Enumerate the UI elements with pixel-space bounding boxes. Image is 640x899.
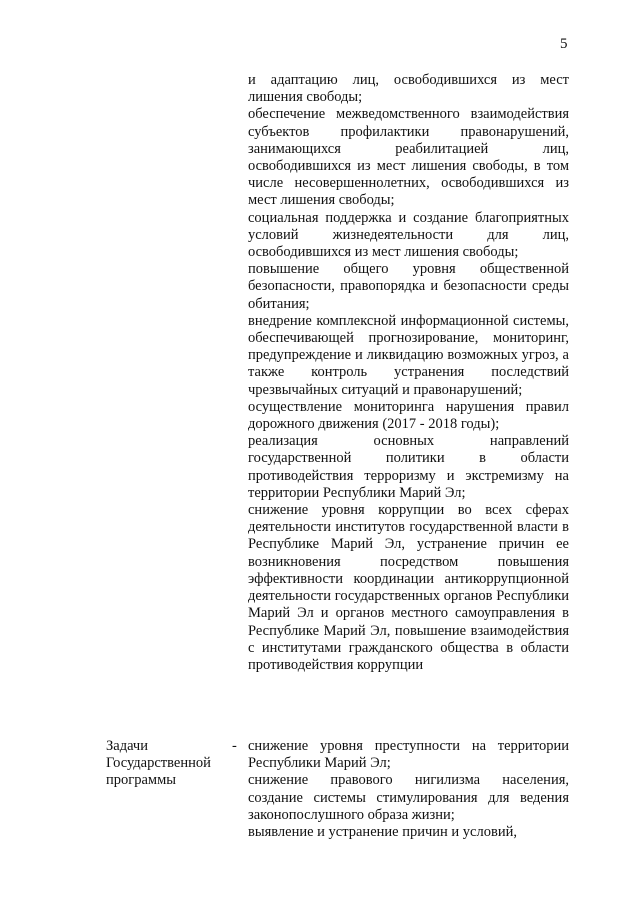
task-item-2: снижение правового нигилизма населения, создание системы стимулирования для ведения законопослушного образа жизни; — [248, 772, 569, 823]
tasks-label: Задачи Государственной программы — [106, 738, 211, 789]
goal-item-4: повышение общего уровня общественной безопасности, правопорядка и безопасности среды обитания; — [248, 261, 569, 312]
tasks-list — [248, 738, 569, 841]
goal-item-5: внедрение комплексной информационной системы, обеспечивающей прогнозирование, мониторинг, предупреждение и ликвидацию возможных угроз, а также контроль устранения последствий чрезвычайных ситуаций и правонарушений; — [248, 312, 569, 398]
task-item-1: снижение уровня преступности на территории Республики Марий Эл; — [248, 738, 569, 772]
goal-item-3: социальная поддержка и создание благоприятных условий жизнедеятельности для лиц, освободившихся из мест лишения свободы; — [248, 209, 569, 261]
task-item-3: выявление и устранение причин и условий, — [248, 824, 517, 841]
page-number: 5 — [560, 36, 568, 52]
goal-item-7: реализация основных направлений государственной политики в области противодействия терроризму и экстремизму на территории Республики Марий Эл; — [248, 433, 569, 501]
goal-item-2: обеспечение межведомственного взаимодействия субъектов профилактики правонарушений, занимающихся реабилитацией лиц, освободившихся из мест лишения свободы, в том числе несовершеннолетних, освободившихся из мест лишения свободы; — [248, 106, 569, 209]
tasks-dash: - — [232, 738, 237, 754]
goals-list — [248, 72, 569, 674]
goal-item-8: снижение уровня коррупции во всех сферах деятельности институтов государственной власти в Республике Марий Эл, устранение причин ее возникновения посредством повышения эффективности координации антикоррупционной деятельности государственных органов Республики Марий Эл и органов местного самоуправления в Республике Марий Эл, повышение взаимодействия с институтами гражданского общества в области противодействия коррупции — [248, 502, 569, 673]
goal-item-1: и адаптацию лиц, освободившихся из мест лишения свободы; — [248, 72, 569, 106]
goal-item-6: осуществление мониторинга нарушения правил дорожного движения (2017 - 2018 годы); — [248, 398, 569, 433]
